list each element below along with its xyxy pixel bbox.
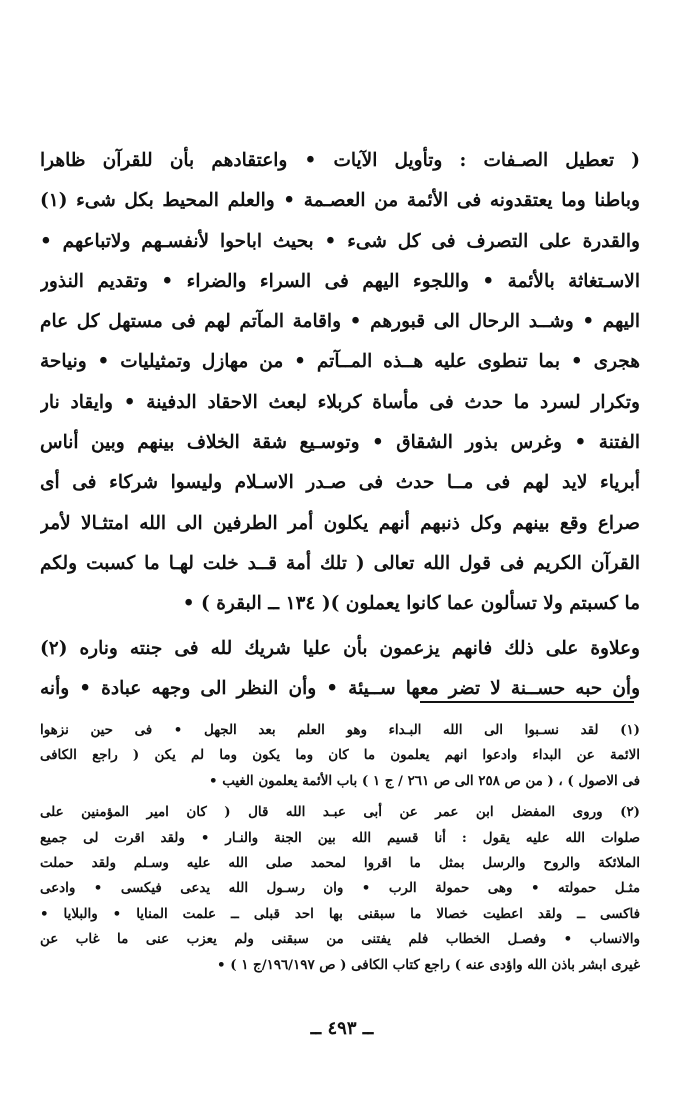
text-line: وباطنا وما يعتقدونه فى الأئمة من العصـمة • والعلم المحيط بكل شىء (١) <box>40 190 640 212</box>
text-line: وأن حبه حســنة لا تضر معها ســيئة • وأن النظر الى وجهه عبادة • وأنه <box>40 677 640 699</box>
text-line: ( تعطيل الصـفات : وتأويل الآيات • واعتقادهم بأن للقرآن ظاهرا <box>40 150 640 171</box>
footnote-line: والانساب • وفصـل الخطاب فلم يفتنى من سبقنى ولم يعزب عنى ما غاب عن <box>40 931 640 948</box>
text-line: ما كسبتم ولا تسألون عما كانوا يعملون )( ١٣٤ ــ البقرة ) • <box>182 593 640 615</box>
footnote-line: فى الاصول ) ، ( من ص ٢٥٨ الى ص ٢٦١ / ج ١ ) باب الأئمة يعلمون الغيب • <box>208 772 640 789</box>
footnote-2 <box>40 800 640 978</box>
text-line: هجرى • بما تنطوى عليه هــذه المــآتم • من مهازل وتمثيليات • ونياحة <box>40 351 640 373</box>
footnote-line: مثـل حمولته • وهى حمولة الرب • وان رسـول الله يدعى فيكسى • وادعى <box>40 880 640 897</box>
footnote-line: الائمة عن البداء وادعوا انهم يعلمون ما كان وما يكون وما لم يكن ( راجع الكافى <box>40 747 640 764</box>
paragraph-1 <box>40 141 640 625</box>
text-line: والقدرة على التصرف فى كل شىء • بحيث اباحوا لأنفسـهم ولاتباعهم • <box>40 230 640 252</box>
footnote-line: فاكسى ــ ولقد اعطيت خصالا ما سبقنى بها احد قبلى ــ علمت المنايا • والبلايا • <box>40 905 640 922</box>
footnote-line: (١) لقد نسـبوا الى الله البـداء وهو العلم بعد الجهل • فى حين نزهوا <box>40 722 640 738</box>
text-line: اليهم • وشــد الرحال الى قبورهم • واقامة المآتم لهم فى مستهل كل عام <box>40 311 640 333</box>
text-line: أبرياء لايد لهم فى مــا حدث فى صـدر الاسـلام وليسوا شركاء فى أى <box>40 472 640 494</box>
text-line: الفتنة • وغرس بذور الشقاق • وتوسـيع شقة الخلاف بينهم وبين أناس <box>40 432 640 454</box>
text-line: الاسـتغاثة بالأئمة • واللجوء اليهم فى السراء والضراء • وتقديم النذور <box>40 270 640 292</box>
text-line: القرآن الكريم فى قول الله تعالى ( تلك أمة قــد خلت لهـا ما كسبت ولكم <box>40 552 640 574</box>
text-line: وتكرار لسرد ما حدث فى مأساة كربلاء لبعث الاحقاد الدفينة • وايقاد نار <box>40 391 640 413</box>
footnote-separator <box>420 701 634 703</box>
paragraph-2 <box>40 629 640 710</box>
main-text <box>40 141 640 709</box>
text-line: صراع وقع بينهم وكل ذنبهم أنهم يكلون أمر الطرفين الى الله امتثـالا لأمر <box>40 512 640 534</box>
footnote-1 <box>40 718 640 794</box>
footnote-line: الملائكة والروح والرسل بمثل ما اقروا لمحمد صلى الله عليه وسـلم ولقد حملت <box>40 854 640 871</box>
page-number: ــ ٤٩٣ ــ <box>310 1018 374 1039</box>
footnote-line: (٢) وروى المفضل ابن عمر عن أبى عبـد الله قال ( كان امير المؤمنين على <box>40 804 640 821</box>
footnote-line: صلوات الله عليه يقول : أنا قسيم الله بين الجنة والنـار • ولقد اقرت لى جميع <box>40 829 640 846</box>
footnotes <box>40 718 640 978</box>
footnote-line: غيرى ابشر باذن الله واؤدى عنه ) راجع كتاب الكافى ( ص ١٩٦/١٩٧/ج ١ ) • <box>216 956 640 973</box>
text-line: وعلاوة على ذلك فانهم يزعمون بأن عليا شريك لله فى جنته وناره (٢) <box>40 637 640 659</box>
